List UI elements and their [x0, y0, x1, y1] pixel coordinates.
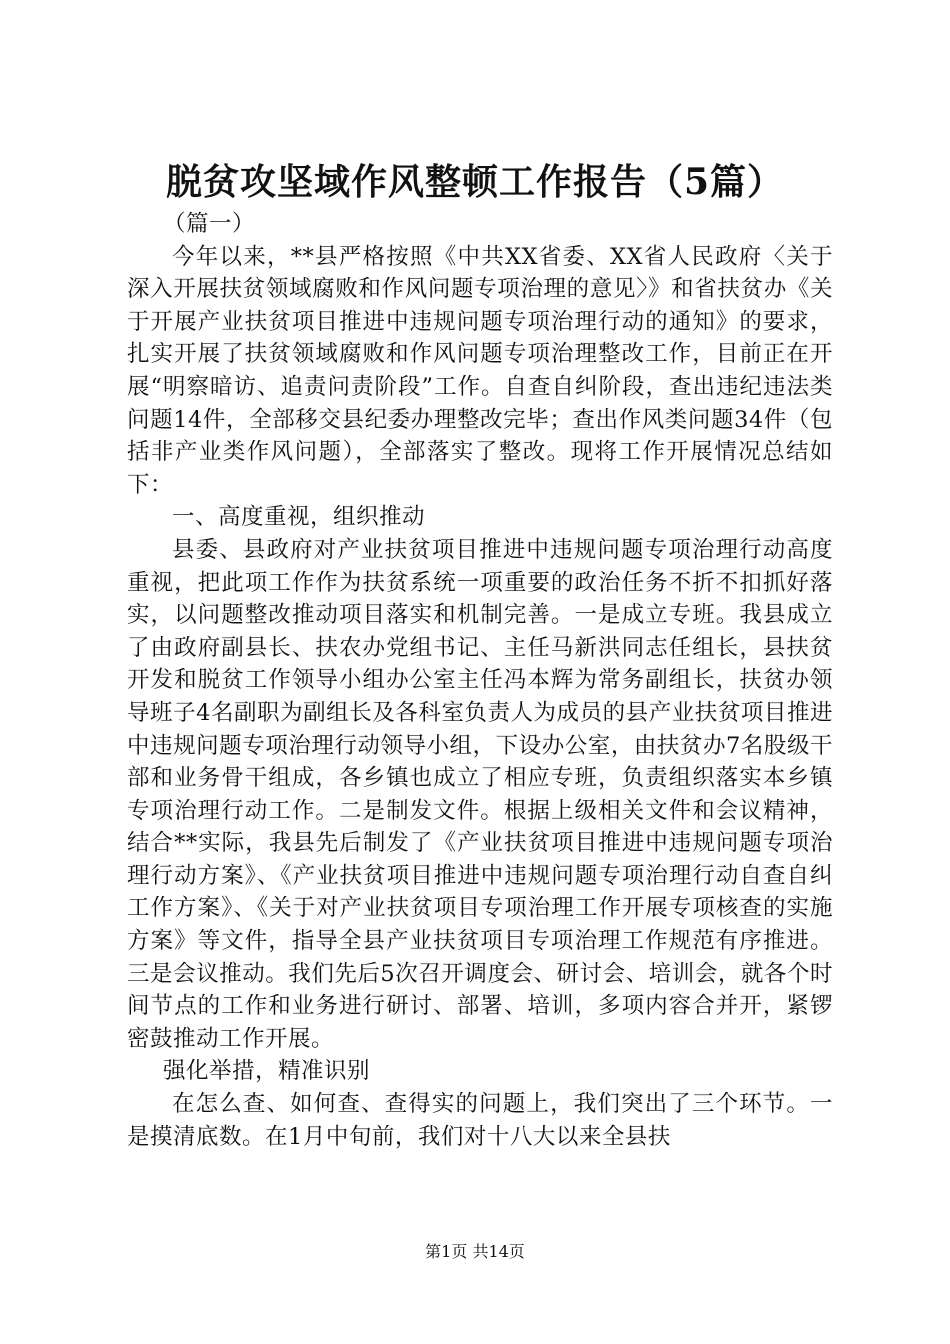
- section-heading-1: 一、高度重视，组织推动: [172, 504, 426, 531]
- intro-paragraph: 今年以来，**县严格按照《中共XX省委、XX省人民政府〈关于深入开展扶贫领域腐败和作风问题专项治理的意见〉》和省扶贫办《关于开展产业扶贫项目推进中违规问题专项治理行动的通知》的要求，扎实开展了扶贫领域腐败和作风问题专项治理整改工作，目前正在开展“明察暗访、追责问责阶段”工作。自查自纠阶段，查出违纪违法类问题14件，全部移交县纪委办理整改完毕；查出作风类问题34件（包括非产业类作风问题），全部落实了整改。现将工作开展情况总结如下：: [127, 243, 833, 498]
- section-heading-2: 强化举措，精准识别: [163, 1058, 371, 1085]
- document-body: [127, 208, 833, 1153]
- body-paragraph-2: 县委、县政府对产业扶贫项目推进中违规问题专项治理行动高度重视，把此项工作作为扶贫系统一项重要的政治任务不折不扣抓好落实，以问题整改推动项目落实和机制完善。一是成立专班。我县成立了由政府副县长、扶农办党组书记、主任马新洪同志任组长，县扶贫开发和脱贫工作领导小组办公室主任冯本辉为常务副组长，扶贫办领导班子4名副职为副组长及各科室负责人为成员的县产业扶贫项目推进中违规问题专项治理行动领导小组，下设办公室，由扶贫办7名股级干部和业务骨干组成，各乡镇也成立了相应专班，负责组织落实本乡镇专项治理行动工作。二是制发文件。根据上级相关文件和会议精神，结合**实际，我县先后制发了《产业扶贫项目推进中违规问题专项治理行动方案》、《产业扶贫项目推进中违规问题专项治理行动自查自纠工作方案》、《关于对产业扶贫项目专项治理工作开展专项核查的实施方案》等文件，指导全县产业扶贫项目专项治理工作规范有序推进。三是会议推动。我们先后5次召开调度会、研讨会、培训会，就各个时间节点的工作和业务进行研讨、部署、培训，多项内容合并开，紧锣密鼓推动工作开展。: [127, 536, 833, 1052]
- document-title: 脱贫攻坚域作风整顿工作报告（5篇）: [165, 161, 785, 203]
- body-paragraph-3: 在怎么查、如何查、查得实的问题上，我们突出了三个环节。一是摸清底数。在1月中旬前，我们对十八大以来全县扶: [127, 1091, 833, 1150]
- page-footer: 第1页 共14页: [425, 1242, 525, 1261]
- section-label: （篇一）: [163, 211, 256, 237]
